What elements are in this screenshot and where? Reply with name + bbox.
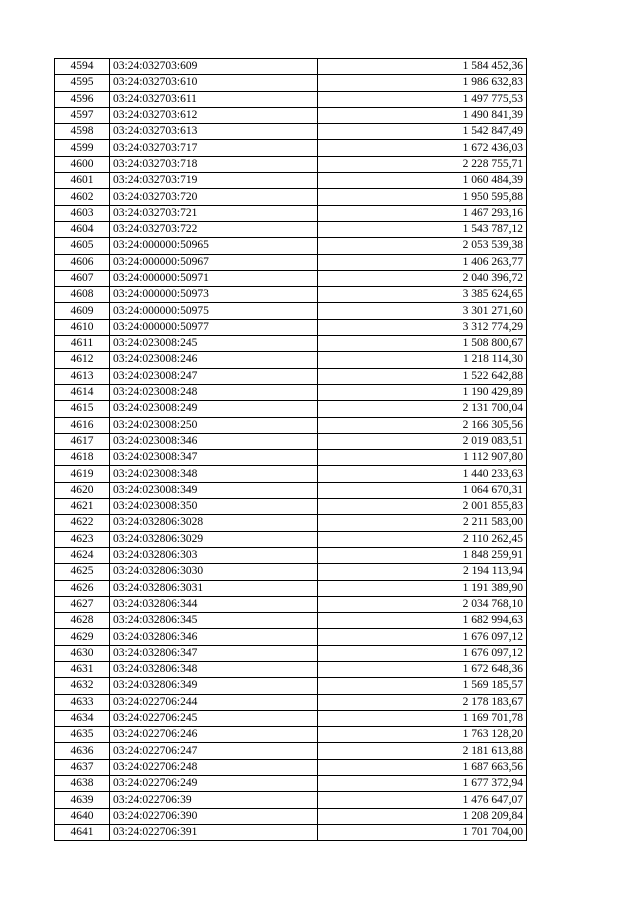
row-number-cell: 4627 [55,596,110,612]
table-row [55,287,527,303]
row-number-cell: 4626 [55,580,110,596]
cadastral-number-cell: 03:24:032703:609 [110,59,318,75]
cadastral-value-cell: 1 687 663,56 [318,759,527,775]
table-row [55,319,527,335]
cadastral-value-cell: 1 701 704,00 [318,824,527,840]
cadastral-value-cell: 1 060 484,39 [318,173,527,189]
cadastral-value-cell: 1 676 097,12 [318,645,527,661]
table-row [55,482,527,498]
table-row [55,613,527,629]
cadastral-value-cell: 1 490 841,39 [318,107,527,123]
cadastral-value-cell: 1 169 701,78 [318,710,527,726]
cadastral-number-cell: 03:24:000000:50977 [110,319,318,335]
row-number-cell: 4603 [55,205,110,221]
cadastral-value-cell: 2 040 396,72 [318,270,527,286]
row-number-cell: 4606 [55,254,110,270]
cadastral-number-cell: 03:24:023008:246 [110,352,318,368]
cadastral-value-cell: 3 312 774,29 [318,319,527,335]
cadastral-value-cell: 1 677 372,94 [318,776,527,792]
table-row [55,156,527,172]
cadastral-value-cell: 1 543 787,12 [318,221,527,237]
cadastral-number-cell: 03:24:022706:248 [110,759,318,775]
cadastral-value-cell: 2 194 113,94 [318,564,527,580]
row-number-cell: 4633 [55,694,110,710]
table-row [55,580,527,596]
table-row [55,140,527,156]
row-number-cell: 4622 [55,515,110,531]
cadastral-number-cell: 03:24:023008:349 [110,482,318,498]
cadastral-value-cell: 1 542 847,49 [318,124,527,140]
cadastral-number-cell: 03:24:000000:50967 [110,254,318,270]
row-number-cell: 4609 [55,303,110,319]
row-number-cell: 4621 [55,499,110,515]
table-row [55,727,527,743]
row-number-cell: 4624 [55,547,110,563]
table-row [55,450,527,466]
row-number-cell: 4597 [55,107,110,123]
row-number-cell: 4605 [55,238,110,254]
cadastral-value-cell: 1 848 259,91 [318,547,527,563]
table-row [55,499,527,515]
table-row [55,808,527,824]
cadastral-value-cell: 1 406 263,77 [318,254,527,270]
table-row [55,221,527,237]
cadastral-value-cell: 1 763 128,20 [318,727,527,743]
table-row [55,515,527,531]
row-number-cell: 4602 [55,189,110,205]
cadastral-value-cell: 2 034 768,10 [318,596,527,612]
cadastral-value-cell: 1 584 452,36 [318,59,527,75]
cadastral-number-cell: 03:24:022706:390 [110,808,318,824]
cadastral-value-table [54,58,527,841]
cadastral-value-cell: 1 682 994,63 [318,613,527,629]
cadastral-value-cell: 2 131 700,04 [318,401,527,417]
table-row [55,824,527,840]
cadastral-value-cell: 1 208 209,84 [318,808,527,824]
cadastral-number-cell: 03:24:023008:347 [110,450,318,466]
cadastral-number-cell: 03:24:032806:347 [110,645,318,661]
table-row [55,124,527,140]
table-row [55,743,527,759]
row-number-cell: 4635 [55,727,110,743]
cadastral-number-cell: 03:24:032703:722 [110,221,318,237]
cadastral-value-cell: 2 053 539,38 [318,238,527,254]
row-number-cell: 4637 [55,759,110,775]
row-number-cell: 4594 [55,59,110,75]
row-number-cell: 4610 [55,319,110,335]
cadastral-value-cell: 1 569 185,57 [318,678,527,694]
row-number-cell: 4641 [55,824,110,840]
table-row [55,75,527,91]
table-row [55,417,527,433]
cadastral-value-cell: 1 064 670,31 [318,482,527,498]
row-number-cell: 4612 [55,352,110,368]
table-row [55,661,527,677]
cadastral-number-cell: 03:24:032703:612 [110,107,318,123]
cadastral-number-cell: 03:24:032806:3031 [110,580,318,596]
cadastral-number-cell: 03:24:032806:3029 [110,531,318,547]
row-number-cell: 4607 [55,270,110,286]
row-number-cell: 4604 [55,221,110,237]
row-number-cell: 4630 [55,645,110,661]
cadastral-number-cell: 03:24:023008:346 [110,433,318,449]
row-number-cell: 4632 [55,678,110,694]
cadastral-value-cell: 1 672 436,03 [318,140,527,156]
cadastral-value-cell: 2 211 583,00 [318,515,527,531]
table-row [55,59,527,75]
cadastral-number-cell: 03:24:000000:50973 [110,287,318,303]
table-row [55,303,527,319]
cadastral-value-cell: 2 166 305,56 [318,417,527,433]
cadastral-value-cell: 2 228 755,71 [318,156,527,172]
cadastral-value-cell: 1 112 907,80 [318,450,527,466]
table-row [55,91,527,107]
row-number-cell: 4617 [55,433,110,449]
cadastral-value-cell: 1 497 775,53 [318,91,527,107]
cadastral-value-cell: 2 001 855,83 [318,499,527,515]
cadastral-value-cell: 3 385 624,65 [318,287,527,303]
table-row [55,368,527,384]
cadastral-number-cell: 03:24:000000:50975 [110,303,318,319]
cadastral-number-cell: 03:24:032806:348 [110,661,318,677]
table-row [55,564,527,580]
table-row [55,629,527,645]
table-row [55,547,527,563]
cadastral-number-cell: 03:24:022706:39 [110,792,318,808]
cadastral-value-cell: 1 440 233,63 [318,466,527,482]
table-row [55,694,527,710]
cadastral-value-cell: 1 476 647,07 [318,792,527,808]
row-number-cell: 4640 [55,808,110,824]
table-row [55,759,527,775]
cadastral-number-cell: 03:24:022706:249 [110,776,318,792]
cadastral-value-cell: 1 672 648,36 [318,661,527,677]
cadastral-number-cell: 03:24:023008:249 [110,401,318,417]
cadastral-value-cell: 1 190 429,89 [318,384,527,400]
row-number-cell: 4634 [55,710,110,726]
cadastral-number-cell: 03:24:032703:610 [110,75,318,91]
table-row [55,173,527,189]
cadastral-number-cell: 03:24:032703:718 [110,156,318,172]
table-row [55,107,527,123]
row-number-cell: 4613 [55,368,110,384]
row-number-cell: 4628 [55,613,110,629]
table-row [55,433,527,449]
cadastral-number-cell: 03:24:000000:50971 [110,270,318,286]
table-row [55,336,527,352]
cadastral-number-cell: 03:24:032806:303 [110,547,318,563]
cadastral-number-cell: 03:24:032703:613 [110,124,318,140]
table-body [55,59,527,841]
row-number-cell: 4599 [55,140,110,156]
row-number-cell: 4619 [55,466,110,482]
table-row [55,645,527,661]
row-number-cell: 4608 [55,287,110,303]
row-number-cell: 4600 [55,156,110,172]
table-row [55,792,527,808]
cadastral-value-cell: 1 676 097,12 [318,629,527,645]
row-number-cell: 4631 [55,661,110,677]
cadastral-value-cell: 2 181 613,88 [318,743,527,759]
cadastral-number-cell: 03:24:032806:345 [110,613,318,629]
row-number-cell: 4623 [55,531,110,547]
table-row [55,189,527,205]
table-row [55,596,527,612]
table-row [55,776,527,792]
table-row [55,466,527,482]
row-number-cell: 4636 [55,743,110,759]
cadastral-number-cell: 03:24:023008:348 [110,466,318,482]
cadastral-value-cell: 1 191 389,90 [318,580,527,596]
cadastral-number-cell: 03:24:032703:721 [110,205,318,221]
cadastral-number-cell: 03:24:032703:717 [110,140,318,156]
cadastral-number-cell: 03:24:022706:246 [110,727,318,743]
cadastral-number-cell: 03:24:032703:719 [110,173,318,189]
row-number-cell: 4601 [55,173,110,189]
cadastral-number-cell: 03:24:032806:344 [110,596,318,612]
table-row [55,531,527,547]
row-number-cell: 4618 [55,450,110,466]
table-row [55,384,527,400]
cadastral-number-cell: 03:24:023008:247 [110,368,318,384]
table-row [55,678,527,694]
cadastral-number-cell: 03:24:032806:346 [110,629,318,645]
cadastral-number-cell: 03:24:032806:3030 [110,564,318,580]
cadastral-number-cell: 03:24:032806:3028 [110,515,318,531]
row-number-cell: 4615 [55,401,110,417]
row-number-cell: 4629 [55,629,110,645]
row-number-cell: 4620 [55,482,110,498]
cadastral-number-cell: 03:24:032703:720 [110,189,318,205]
cadastral-number-cell: 03:24:032806:349 [110,678,318,694]
cadastral-value-cell: 3 301 271,60 [318,303,527,319]
row-number-cell: 4595 [55,75,110,91]
row-number-cell: 4638 [55,776,110,792]
cadastral-number-cell: 03:24:023008:350 [110,499,318,515]
cadastral-number-cell: 03:24:022706:244 [110,694,318,710]
row-number-cell: 4639 [55,792,110,808]
cadastral-number-cell: 03:24:022706:391 [110,824,318,840]
row-number-cell: 4625 [55,564,110,580]
table-row [55,710,527,726]
cadastral-number-cell: 03:24:023008:245 [110,336,318,352]
cadastral-value-cell: 2 110 262,45 [318,531,527,547]
table-row [55,352,527,368]
row-number-cell: 4598 [55,124,110,140]
cadastral-value-cell: 1 522 642,88 [318,368,527,384]
table-row [55,270,527,286]
cadastral-value-cell: 2 019 083,51 [318,433,527,449]
cadastral-value-cell: 1 218 114,30 [318,352,527,368]
cadastral-number-cell: 03:24:032703:611 [110,91,318,107]
row-number-cell: 4611 [55,336,110,352]
table-row [55,401,527,417]
cadastral-number-cell: 03:24:023008:250 [110,417,318,433]
row-number-cell: 4614 [55,384,110,400]
cadastral-number-cell: 03:24:022706:245 [110,710,318,726]
cadastral-value-cell: 1 986 632,83 [318,75,527,91]
table-row [55,205,527,221]
cadastral-value-cell: 1 950 595,88 [318,189,527,205]
cadastral-number-cell: 03:24:000000:50965 [110,238,318,254]
cadastral-value-cell: 1 467 293,16 [318,205,527,221]
cadastral-value-cell: 1 508 800,67 [318,336,527,352]
cadastral-value-cell: 2 178 183,67 [318,694,527,710]
row-number-cell: 4596 [55,91,110,107]
cadastral-number-cell: 03:24:023008:248 [110,384,318,400]
cadastral-number-cell: 03:24:022706:247 [110,743,318,759]
table-row [55,254,527,270]
table-row [55,238,527,254]
row-number-cell: 4616 [55,417,110,433]
